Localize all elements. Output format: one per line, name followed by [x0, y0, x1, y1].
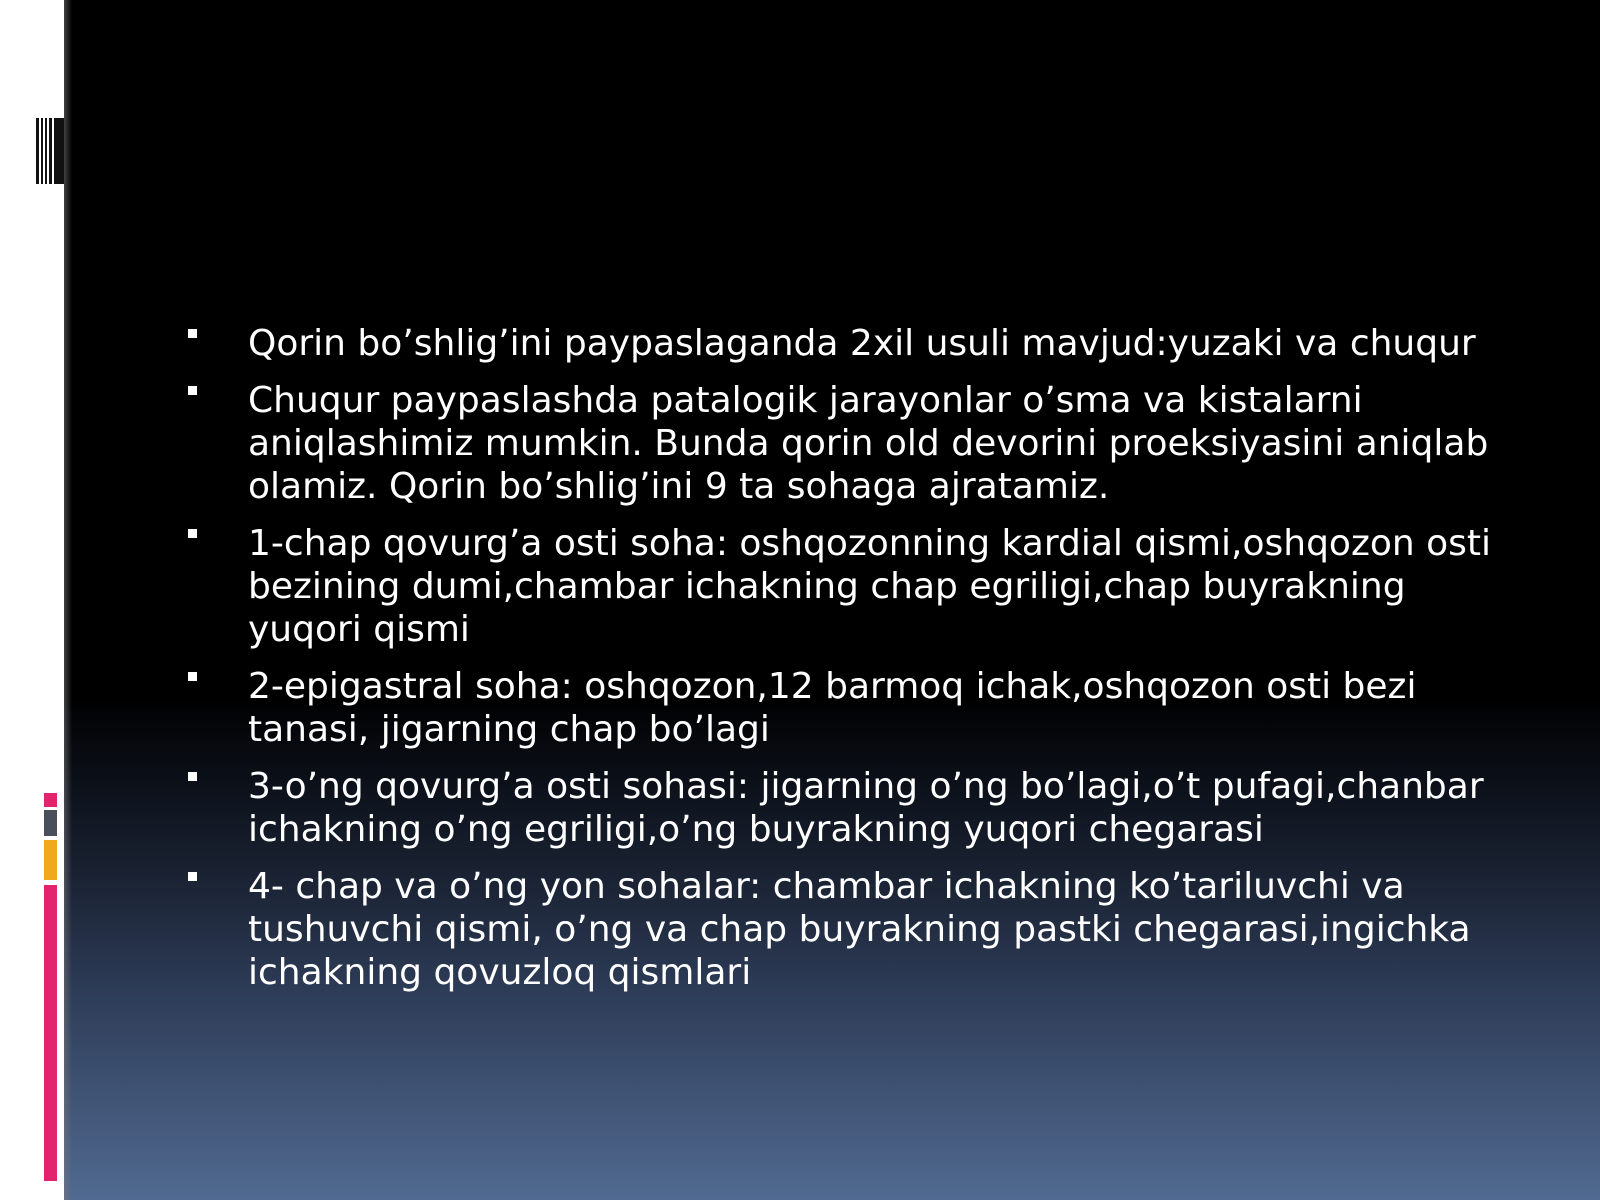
square-bullet-icon	[188, 672, 197, 681]
accent-gold	[44, 840, 57, 880]
square-bullet-icon	[188, 772, 197, 781]
bullet-text: 3-o’ng qovurg’a osti sohasi: jigarning o’ng bo’lagi,o’t pufagi,chanbar ichakning o’ng egriligi,o’ng buyrakning yuqori chegarasi	[248, 766, 1484, 850]
square-bullet-icon	[188, 872, 197, 881]
bullet-item	[188, 765, 1528, 851]
bullet-text: Chuqur paypaslashda patalogik jarayonlar o’sma va kistalarni aniqlashimiz mumkin. Bunda qorin old devorini proeksiyasini aniqlab olamiz. Qorin bo’shlig’ini 9 ta sohaga ajratamiz.	[248, 380, 1489, 507]
bullet-item	[188, 865, 1528, 994]
bullet-item	[188, 322, 1528, 365]
bullet-text: 1-chap qovurg’a osti soha: oshqozonning kardial qismi,oshqozon osti bezining dumi,chambar ichakning chap egriligi,chap buyrakning yuqori qismi	[248, 523, 1492, 650]
bullet-text: 4- chap va o’ng yon sohalar: chambar ichakning ko’tariluvchi va tushuvchi qismi, o’ng va chap buyrakning pastki chegarasi,ingichka ichakning qovuzloq qismlari	[248, 866, 1471, 993]
square-bullet-icon	[188, 529, 197, 538]
strip-shadow	[64, 0, 72, 1200]
bullet-item	[188, 665, 1528, 751]
accent-gray	[44, 810, 57, 836]
accent-pink-bar	[44, 885, 57, 1181]
barcode-decoration	[36, 118, 64, 184]
accent-pink-small	[44, 793, 57, 807]
square-bullet-icon	[188, 386, 197, 395]
bullet-text: 2-epigastral soha: oshqozon,12 barmoq ichak,oshqozon osti bezi tanasi, jigarning chap bo’lagi	[248, 666, 1417, 750]
slide-content	[188, 322, 1528, 1008]
bullet-item	[188, 379, 1528, 508]
bullet-list	[188, 322, 1528, 994]
bullet-text: Qorin bo’shlig’ini paypaslaganda 2xil usuli mavjud:yuzaki va chuqur	[248, 323, 1476, 364]
bullet-item	[188, 522, 1528, 651]
square-bullet-icon	[188, 329, 197, 338]
